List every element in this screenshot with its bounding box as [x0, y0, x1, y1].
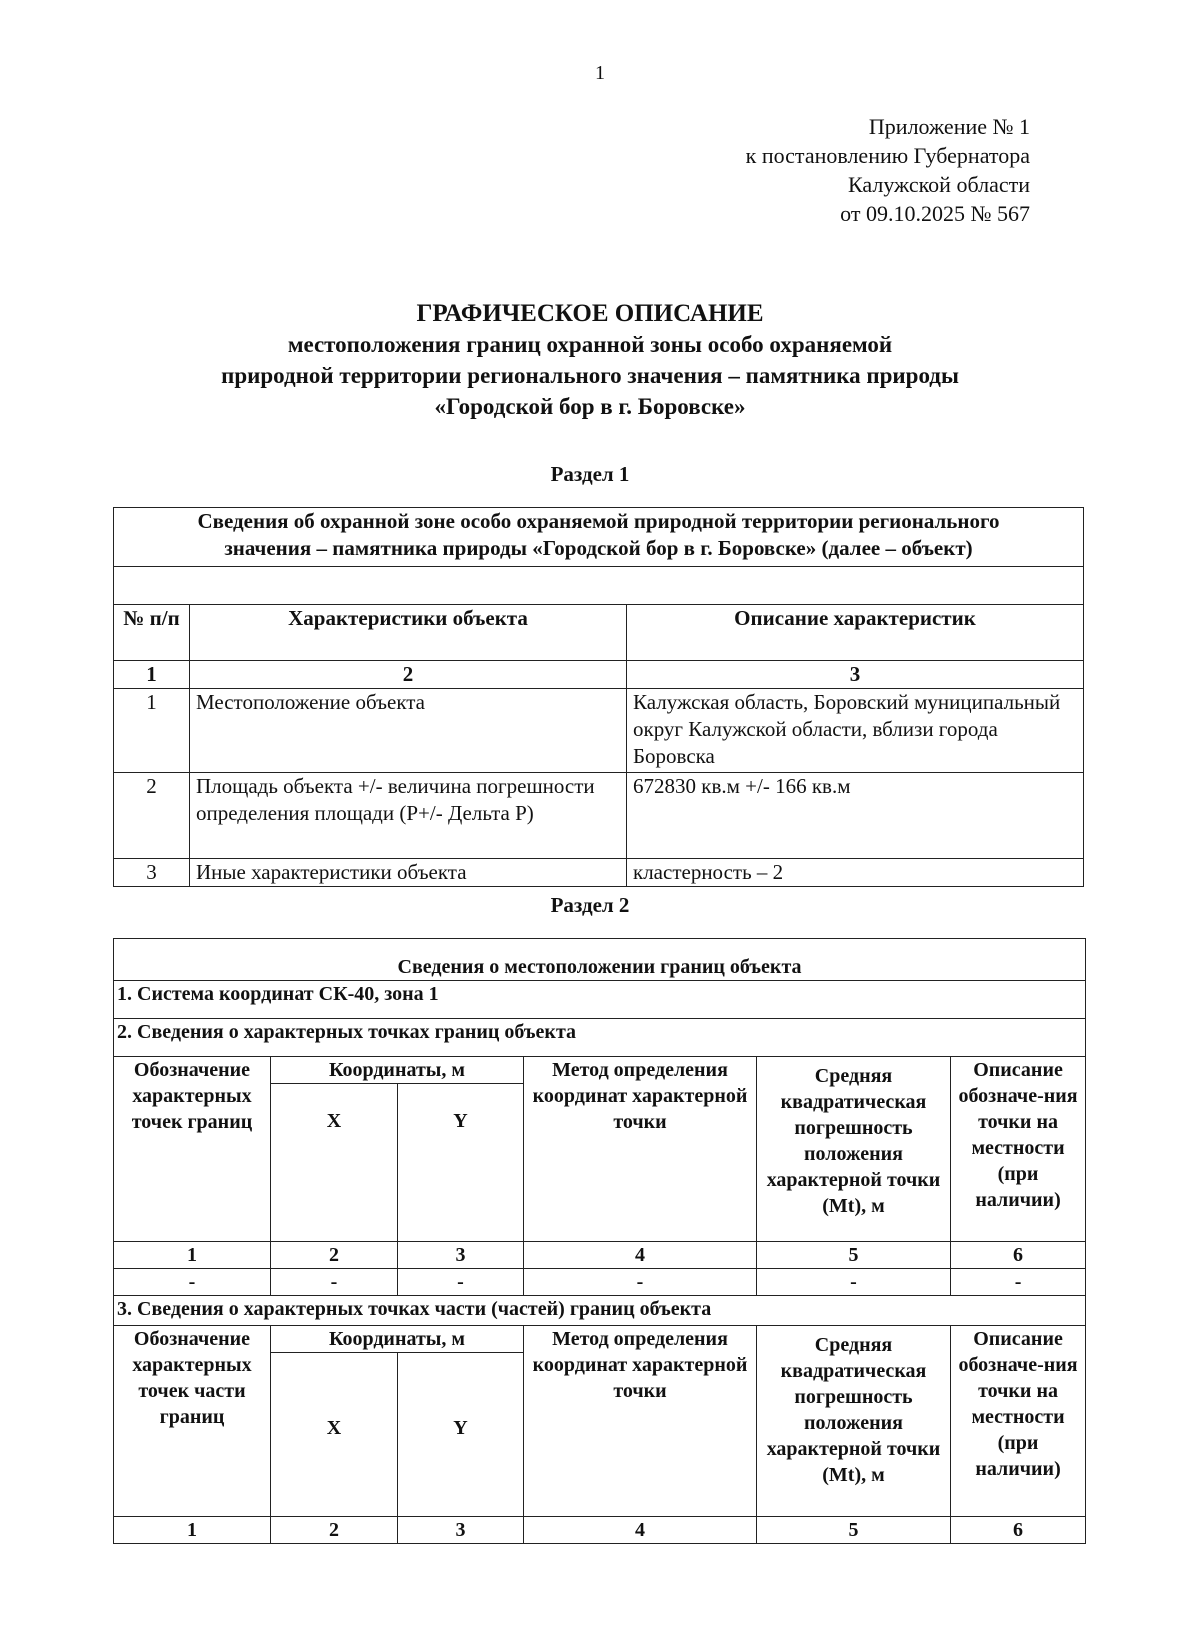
section2-table-header: Сведения о местоположении границ объекта [114, 939, 1086, 981]
section1-label: Раздел 1 [550, 462, 630, 486]
column-header-method: Метод определения координат характерной точки [524, 1057, 757, 1242]
column-header-point-designation: Обозначение характерных точек границ [114, 1057, 271, 1242]
column-number: 1 [114, 661, 190, 689]
column-header-point-description: Описание обозначе-ния точки на местности (при наличии) [951, 1057, 1086, 1242]
section1-header-line: значения – памятника природы «Городской бор в г. Боровске» (далее – объект) [224, 536, 973, 560]
title-main: ГРАФИЧЕСКОЕ ОПИСАНИЕ [416, 300, 764, 327]
appendix-block [746, 112, 1030, 228]
column-number: 5 [757, 1242, 951, 1269]
column-header-error: Средняя квадратическая погрешность положения характерной точки (Mt), м [757, 1057, 951, 1242]
column-number: 3 [627, 661, 1084, 689]
section1-table [113, 507, 1084, 887]
table-row [114, 689, 1084, 773]
column-number: 3 [398, 1242, 524, 1269]
coordinate-system: 1. Система координат СК-40, зона 1 [114, 981, 1086, 1019]
section1-table-header [114, 508, 1084, 567]
row-description: 672830 кв.м +/- 166 кв.м [627, 773, 1084, 859]
column-header-y: Y [398, 1084, 524, 1242]
column-header-characteristic: Характеристики объекта [190, 605, 627, 661]
column-header-coordinates: Координаты, м [271, 1326, 524, 1353]
column-number: 4 [524, 1242, 757, 1269]
table-row [114, 773, 1084, 859]
row-characteristic: Местоположение объекта [190, 689, 627, 773]
column-number: 6 [951, 1242, 1086, 1269]
subsection-title: 2. Сведения о характерных точках границ объекта [114, 1019, 1086, 1057]
title-line: местоположения границ охранной зоны особо охраняемой [287, 332, 893, 357]
empty-row [114, 567, 1084, 605]
column-header-number: № п/п [114, 605, 190, 661]
column-header-method: Метод определения координат характерной точки [524, 1326, 757, 1517]
column-header-coordinates: Координаты, м [271, 1057, 524, 1084]
appendix-date-line: от 09.10.2025 № 567 [840, 201, 1030, 226]
row-number: 1 [114, 689, 190, 773]
title-line: «Городской бор в г. Боровске» [434, 394, 746, 419]
column-header-point-description: Описание обозначе-ния точки на местности (при наличии) [951, 1326, 1086, 1517]
title-line: природной территории регионального значения – памятника природы [221, 363, 959, 388]
column-number: 5 [757, 1517, 951, 1544]
page-number: 1 [595, 62, 605, 84]
column-header-point-designation: Обозначение характерных точек части границ [114, 1326, 271, 1517]
empty-cell: - [271, 1269, 398, 1296]
empty-cell: - [114, 1269, 271, 1296]
column-header-x: X [271, 1084, 398, 1242]
appendix-line: Калужской области [848, 172, 1030, 197]
table-row [114, 1269, 1086, 1296]
row-description: кластерность – 2 [627, 859, 1084, 887]
row-description: Калужская область, Боровский муниципальный округ Калужской области, вблизи города Боровска [627, 689, 1084, 773]
column-number: 6 [951, 1517, 1086, 1544]
column-header-error: Средняя квадратическая погрешность положения характерной точки (Mt), м [757, 1326, 951, 1517]
row-number: 3 [114, 859, 190, 887]
column-number: 1 [114, 1242, 271, 1269]
section1-header-line: Сведения об охранной зоне особо охраняемой природной территории регионального [197, 509, 1000, 533]
appendix-line: Приложение № 1 [868, 114, 1030, 139]
column-number: 2 [271, 1517, 398, 1544]
row-characteristic: Иные характеристики объекта [190, 859, 627, 887]
column-header-description: Описание характеристик [627, 605, 1084, 661]
empty-cell: - [524, 1269, 757, 1296]
column-header-x: X [271, 1353, 398, 1517]
empty-cell: - [398, 1269, 524, 1296]
column-number: 2 [190, 661, 627, 689]
column-header-y: Y [398, 1353, 524, 1517]
column-number: 3 [398, 1517, 524, 1544]
section2-label: Раздел 2 [550, 893, 630, 917]
column-number: 4 [524, 1517, 757, 1544]
row-characteristic: Площадь объекта +/- величина погрешности определения площади (Р+/- Дельта Р) [190, 773, 627, 859]
appendix-line: к постановлению Губернатора [745, 143, 1030, 168]
document-title [80, 298, 1100, 422]
empty-cell: - [757, 1269, 951, 1296]
row-number: 2 [114, 773, 190, 859]
column-number: 2 [271, 1242, 398, 1269]
empty-cell: - [951, 1269, 1086, 1296]
column-number: 1 [114, 1517, 271, 1544]
table-row [114, 859, 1084, 887]
subsection-title: 3. Сведения о характерных точках части (частей) границ объекта [114, 1296, 1086, 1326]
section2-table [113, 938, 1086, 1544]
